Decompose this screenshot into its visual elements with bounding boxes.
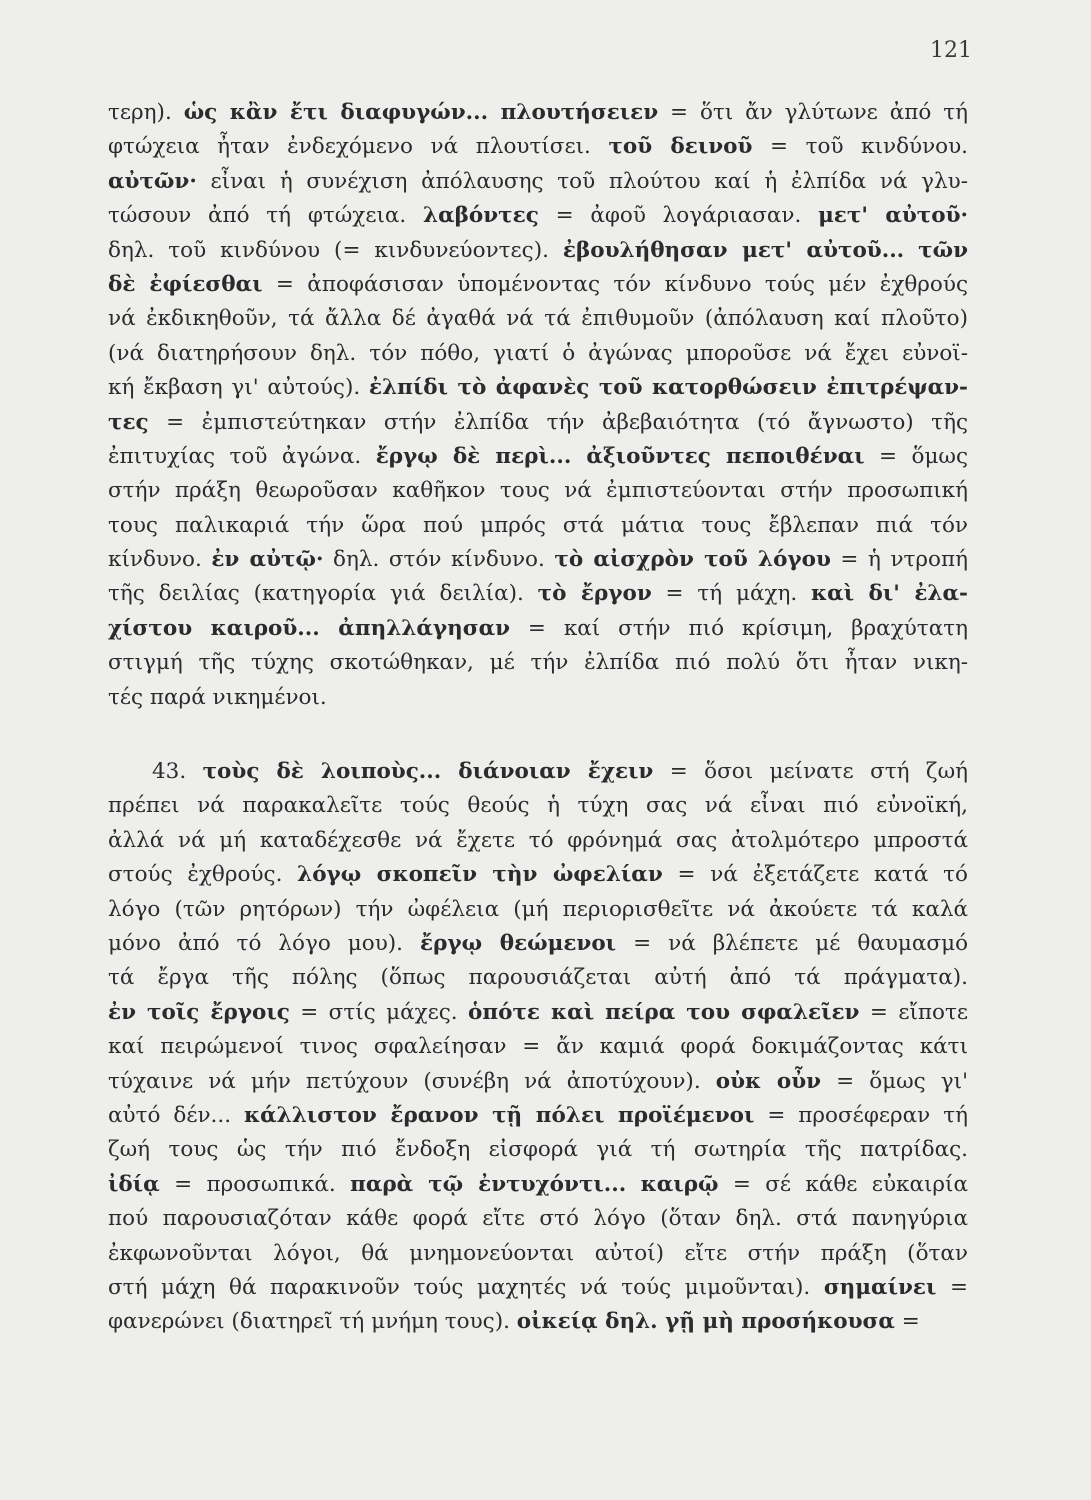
greek-term: ἐλπίδι τὸ ἀφανὲς τοῦ κατορθώσειν ἐπιτρέψαν- bbox=[369, 375, 968, 401]
text-line bbox=[108, 130, 968, 164]
translation-text: (νά διατηρήσουν δηλ. τόν πόθο, γιατί ὁ ἀγώνας μποροῦσε νά ἔχει εὐνοϊ- bbox=[108, 340, 968, 366]
greek-term: ὁπότε καὶ πείρα του σφαλεῖεν bbox=[468, 999, 860, 1025]
greek-term: καὶ δι' ἐλα- bbox=[811, 581, 968, 607]
translation-text: = καί στήν πιό κρίσιμη, βραχύτατη bbox=[510, 615, 968, 641]
greek-term: χίστου καιροῦ... ἀπηλλάγησαν bbox=[108, 615, 511, 641]
greek-term: αὐτῶν· bbox=[108, 168, 197, 194]
translation-text: τύχαινε νά μήν πετύχουν (συνέβη νά ἀποτύχουν). bbox=[108, 1068, 716, 1094]
translation-text: = εἴποτε bbox=[859, 999, 968, 1025]
greek-term: τὸ αἰσχρὸν τοῦ λόγου bbox=[554, 547, 831, 573]
translation-text: = σέ κάθε εὐκαιρία bbox=[718, 1171, 968, 1197]
translation-text: κίνδυνο. bbox=[108, 547, 212, 573]
translation-text: τῆς δειλίας (κατηγορία γιά δειλία). bbox=[108, 581, 538, 607]
translation-text: εἶναι ἡ συνέχιση ἀπόλαυσης τοῦ πλούτου καί ἡ ἐλπίδα νά γλυ- bbox=[196, 168, 968, 194]
text-line bbox=[108, 1305, 968, 1339]
greek-term: ἔργῳ δὲ περὶ... ἀξιοῦντες πεποιθέναι bbox=[375, 443, 865, 469]
text-line bbox=[108, 961, 968, 995]
greek-term: τες bbox=[108, 409, 149, 435]
greek-term: τῶν bbox=[918, 237, 968, 263]
translation-text: τώσουν ἀπό τή φτώχεια. bbox=[108, 203, 424, 229]
translation-text: = ἀφοῦ λογάριασαν. bbox=[538, 203, 819, 229]
translation-text: = στίς μάχες. bbox=[289, 999, 469, 1025]
page-number: 121 bbox=[930, 38, 972, 63]
text-line bbox=[108, 755, 968, 789]
greek-term: παρὰ τῷ ἐντυχόντι... bbox=[350, 1171, 627, 1197]
text-line bbox=[108, 1065, 968, 1099]
translation-text: = ὅμως bbox=[864, 443, 968, 469]
translation-text: = bbox=[894, 1309, 920, 1335]
text-line bbox=[108, 302, 968, 336]
text-line bbox=[108, 165, 968, 199]
greek-term: λαβόντες bbox=[423, 203, 539, 229]
greek-term: ἔργῳ θεώμενοι bbox=[420, 930, 617, 956]
greek-term: ἐν τοῖς ἔργοις bbox=[108, 999, 290, 1025]
translation-text: στιγμή τῆς τύχης σκοτώθηκαν, μέ τήν ἐλπίδα πιό πολύ ὅτι ἦταν νικη- bbox=[108, 650, 968, 676]
translation-text: ζωή τους ὡς τήν πιό ἔνδοξη εἰσφορά γιά τή σωτηρία τῆς πατρίδας. bbox=[108, 1137, 968, 1163]
text-line bbox=[108, 371, 968, 405]
greek-term: μετ' αὐτοῦ· bbox=[818, 203, 968, 229]
text-line bbox=[108, 824, 968, 858]
text-line bbox=[108, 681, 968, 715]
text-line bbox=[108, 474, 968, 508]
text-line bbox=[108, 509, 968, 543]
text-line bbox=[108, 1271, 968, 1305]
translation-text: στήν πράξη θεωροῦσαν καθῆκον τους νά ἐμπιστεύονται στήν προσωπική bbox=[108, 478, 968, 504]
text-line bbox=[108, 199, 968, 233]
greek-term: τὸ ἔργον bbox=[537, 581, 652, 607]
text-line bbox=[108, 1202, 968, 1236]
translation-text: = ὅτι ἄν γλύτωνε ἀπό τή bbox=[658, 100, 968, 125]
translation-text: φανερώνει (διατηρεῖ τή μνήμη τους). bbox=[108, 1309, 517, 1335]
translation-text: λόγο (τῶν ρητόρων) τήν ὠφέλεια (μή περιορισθεῖτε νά ἀκούετε τά καλά bbox=[108, 896, 968, 922]
translation-text: τερη). bbox=[108, 100, 184, 125]
greek-term: σημαίνει bbox=[823, 1274, 937, 1300]
text-line bbox=[108, 1030, 968, 1064]
text-line bbox=[108, 96, 968, 130]
greek-term: κάλλιστον ἔρανον τῇ πόλει προϊέμενοι bbox=[244, 1102, 755, 1128]
text-line bbox=[108, 234, 968, 268]
greek-term: οὐκ οὖν bbox=[715, 1068, 822, 1094]
translation-text bbox=[626, 1172, 640, 1197]
commentary-text bbox=[108, 96, 968, 1340]
text-line bbox=[108, 646, 968, 680]
text-line bbox=[108, 858, 968, 892]
translation-text: = ἐμπιστεύτηκαν στήν ἐλπίδα τήν ἀβεβαιότητα (τό ἄγνωστο) τῆς bbox=[148, 409, 968, 435]
translation-text: καί πειρώμενοί τινος σφαλείησαν = ἄν καμιά φορά δοκιμάζοντας κάτι bbox=[108, 1034, 968, 1060]
translation-text: = νά βλέπετε μέ θαυμασμό bbox=[616, 930, 969, 956]
translation-text: = νά ἐξετάζετε κατά τό bbox=[662, 862, 968, 888]
greek-term: τοὺς δὲ λοιποὺς... διάνοιαν ἔχειν bbox=[202, 759, 654, 785]
translation-text: τές παρά νικημένοι. bbox=[108, 684, 327, 710]
translation-text: τά ἔργα τῆς πόλης (ὅπως παρουσιάζεται αὐτή ἀπό τά πράγματα). bbox=[108, 965, 968, 991]
translation-text: = προσωπικά. bbox=[159, 1171, 351, 1197]
greek-term: τοῦ δεινοῦ bbox=[608, 134, 753, 160]
translation-text: ἐπιτυχίας τοῦ ἀγώνα. bbox=[108, 443, 376, 469]
text-line bbox=[108, 927, 968, 961]
translation-text: = προσέφεραν τή bbox=[754, 1102, 968, 1128]
translation-text: 43. bbox=[152, 759, 203, 785]
text-line bbox=[108, 577, 968, 611]
greek-term: δὲ ἐφίεσθαι bbox=[108, 271, 263, 297]
text-line bbox=[108, 1168, 968, 1202]
translation-text: = ὅσοι μείνατε στή ζωή bbox=[653, 759, 968, 785]
translation-text bbox=[904, 238, 918, 263]
translation-text: στή μάχη θά παρακινοῦν τούς μαχητές νά τούς μιμοῦνται). bbox=[108, 1274, 824, 1300]
greek-term: ἐν αὐτῷ· bbox=[211, 547, 324, 573]
greek-term: ὡς κἂν ἔτι διαφυγών... πλουτήσειεν bbox=[183, 100, 659, 125]
text-line bbox=[108, 337, 968, 371]
translation-text: = ἡ ντροπή bbox=[830, 547, 968, 573]
translation-text: πρέπει νά παρακαλεῖτε τούς θεούς ἡ τύχη σας νά εἶναι πιό εὐνοϊκή, bbox=[108, 793, 968, 819]
translation-text: = ὅμως γι' bbox=[821, 1068, 968, 1094]
translation-text: δηλ. τοῦ κινδύνου (= κινδυνεύοντες). bbox=[108, 237, 563, 263]
text-line bbox=[108, 440, 968, 474]
translation-text: ἐκφωνοῦνται λόγοι, θά μνημονεύονται αὐτοί) εἴτε στήν πράξη (ὅταν bbox=[108, 1240, 968, 1266]
text-line bbox=[108, 406, 968, 440]
greek-term: λόγῳ σκοπεῖν τὴν ὠφελίαν bbox=[297, 862, 663, 888]
translation-text: ἀλλά νά μή καταδέχεσθε νά ἔχετε τό φρόνημά σας ἀτολμότερο μπροστά bbox=[108, 827, 968, 853]
translation-text: = τή μάχη. bbox=[651, 581, 812, 607]
translation-text: στούς ἐχθρούς. bbox=[108, 862, 298, 888]
text-line bbox=[108, 996, 968, 1030]
translation-text: δηλ. στόν κίνδυνο. bbox=[323, 547, 555, 573]
translation-text: = bbox=[936, 1274, 968, 1300]
text-line bbox=[108, 893, 968, 927]
text-line bbox=[108, 1099, 968, 1133]
text-line bbox=[108, 268, 968, 302]
text-line bbox=[108, 543, 968, 577]
translation-text: φτώχεια ἦταν ἐνδεχόμενο νά πλουτίσει. bbox=[108, 134, 609, 160]
greek-term: ἐβουλήθησαν μετ' αὐτοῦ... bbox=[562, 237, 905, 263]
greek-term: οἰκείᾳ δηλ. γῇ μὴ προσήκουσα bbox=[516, 1309, 895, 1335]
translation-text: τους παλικαριά τήν ὥρα πού μπρός στά μάτια τους ἔβλεπαν πιά τόν bbox=[108, 512, 968, 538]
greek-term: καιρῷ bbox=[640, 1171, 719, 1197]
translation-text: = τοῦ κινδύνου. bbox=[752, 134, 969, 160]
translation-text: αὐτό δέν... bbox=[108, 1102, 244, 1128]
greek-term: ἰδίᾳ bbox=[108, 1171, 160, 1197]
translation-text: = ἀποφάσισαν ὑπομένοντας τόν κίνδυνο τούς μέν ἐχθρούς bbox=[262, 271, 968, 297]
translation-text: πού παρουσιαζόταν κάθε φορά εἴτε στό λόγο (ὅταν δηλ. στά πανηγύρια bbox=[108, 1206, 968, 1232]
translation-text: μόνο ἀπό τό λόγο μου). bbox=[108, 930, 421, 956]
text-line bbox=[108, 789, 968, 823]
text-line bbox=[108, 1133, 968, 1167]
text-line bbox=[108, 612, 968, 646]
text-line bbox=[108, 1237, 968, 1271]
translation-text: κή ἔκβαση γι' αὐτούς). bbox=[108, 375, 369, 401]
translation-text: νά ἐκδικηθοῦν, τά ἄλλα δέ ἀγαθά νά τά ἐπιθυμοῦν (ἀπόλαυση καί πλοῦτο) bbox=[108, 306, 968, 332]
